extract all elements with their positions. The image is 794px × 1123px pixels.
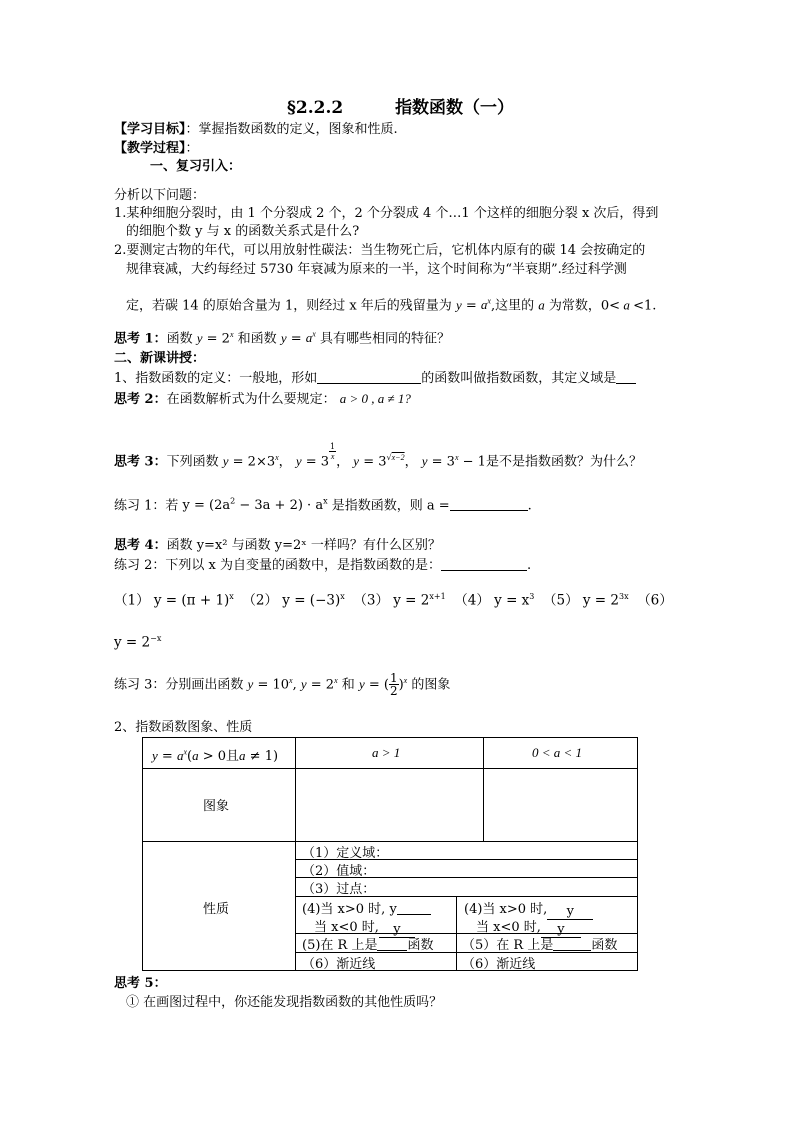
exponential-properties-table	[142, 737, 638, 971]
part-2-heading: 2、指数函数图象、性质	[114, 720, 253, 735]
think-4: 思考 4：函数 y=x² 与函数 y=2ˣ 一样吗？有什么区别？	[114, 538, 441, 553]
property-domain: （1）定义域：	[302, 846, 389, 861]
review-heading: 一、复习引入：	[150, 159, 242, 174]
property-5-left: (5)在 R 上是 函数	[302, 938, 434, 953]
think-2: 思考 2：在函数解析式为什么要规定： a > 0 , a ≠ 1?	[114, 391, 411, 407]
learning-goal: 【学习目标】：掌握指数函数的定义，图象和性质.	[114, 122, 398, 137]
domain-blank[interactable]	[616, 369, 636, 384]
row-label-graph: 图象	[203, 799, 230, 814]
property-point: （3）过点：	[302, 882, 376, 897]
exercise-2: 练习 2：下列以 x 为自变量的函数中，是指数函数的是： .	[114, 558, 532, 573]
exercise-2-options: （1） $y = (\pi + 1)^x$ （2） $y = (-3)^x$ （3） $y = 2^{x+1}$ （4） $y = x^3$ （5） $y = 2^{3x}$ （6）	[114, 592, 673, 609]
question-1-line-2: 的细胞个数 y 与 x 的函数关系式是什么?	[126, 224, 360, 239]
think-1: 思考 1：函数 $y = 2^x$ 和函数 $y = a^x$ 具有哪些相同的特征？	[114, 330, 450, 347]
table-header-a-lt-1: 0 < a < 1	[532, 745, 583, 760]
think-5-item-1: ① 在画图过程中，你还能发现指数函数的其他性质吗？	[126, 995, 443, 1010]
exercise-1: 练习 1：若 $y = (2a^2 - 3a + 2) \cdot a^x$ 是指数函数，则 a = .	[114, 497, 532, 514]
property-range: （2）值域：	[302, 864, 376, 879]
page-title	[287, 99, 514, 117]
think-5-label: 思考 5：	[114, 976, 167, 991]
question-2-line-3: 定，若碳 14 的原始含量为 1，则经过 x 年后的残留量为 $y = a^x$,这里的 a 为常数，0< a <1.	[126, 297, 657, 314]
exercise-1-blank[interactable]	[450, 496, 528, 511]
question-2-line-1: 2.要测定古物的年代，可以用放射性碳法：当生物死亡后，它机体内原有的碳 14 会按确定的	[114, 243, 646, 258]
table-header-a-gt-1: a > 1	[372, 745, 401, 760]
think-3: 思考 3：下列函数 $y = 2\times 3^x$， y = 3 $^{\frac{1}{x}}$ ， $y = 3^{√x-2}$， $y = 3^x - 1$是不是指数函数？为什么？	[114, 442, 642, 470]
question-2-line-2: 规律衰减，大约每经过 5730 年衰减为原来的一半，这个时间称为“半衰期”.经过科学测	[126, 262, 627, 277]
title-text: 指数函数（一）	[395, 98, 515, 118]
new-lesson-heading: 二、新课讲授：	[114, 351, 206, 366]
definition: 1、指数函数的定义：一般地，形如 的函数叫做指数函数，其定义域是	[114, 369, 636, 388]
exercise-2-blank[interactable]	[441, 556, 527, 571]
definition-blank[interactable]	[317, 369, 421, 384]
property-4-right-line-2: 当 x<0 时, y	[476, 916, 581, 938]
property-6-left: （6）渐近线	[302, 957, 376, 972]
section-number: §2.2.2	[287, 98, 344, 118]
property-6-right: （6）渐近线	[462, 957, 536, 972]
teaching-process: 【教学过程】：	[114, 141, 199, 156]
property-5-right: （5）在 R 上是 函数	[462, 938, 618, 953]
property-4-left-line-1: (4)当 x>0 时, y	[302, 898, 431, 917]
property-4-right-line-1: (4)当 x>0 时, y	[464, 898, 593, 920]
row-label-properties: 性质	[203, 902, 230, 917]
exercise-3: 练习 3：分别画出函数 $y = 10^x$, $y = 2^x$ 和 y = ( $\frac{1}{2}$ )$^x$ 的图象	[114, 671, 451, 699]
question-1-line-1: 1.某种细胞分裂时，由 1 个分裂成 2 个，2 个分裂成 4 个…1 个这样的细胞分裂 x 次后，得到	[114, 206, 659, 221]
exercise-2-option-6: $y = 2^{-x}$	[114, 634, 162, 651]
property-4-left-line-2: 当 x<0 时, y	[314, 916, 415, 938]
analysis-intro: 分析以下问题：	[114, 188, 206, 203]
table-header-function: $y = a^x(a > 0$且a ≠ 1)	[152, 747, 279, 764]
